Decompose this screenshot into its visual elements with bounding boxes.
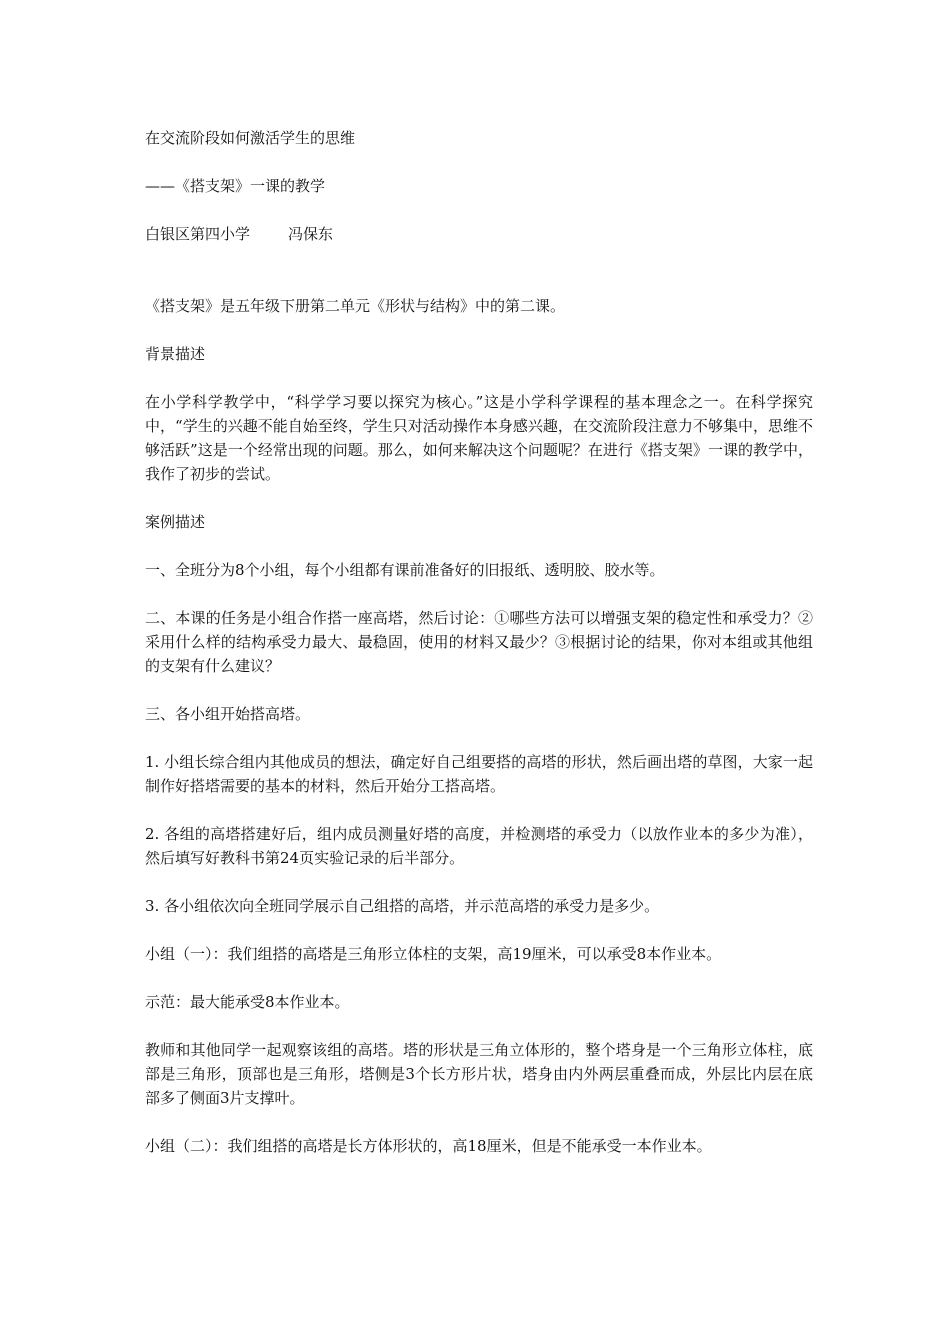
paragraph: 小组（一）：我们组搭的高塔是三角形立体柱的支架，高19厘米，可以承受8本作业本。 (145, 945, 722, 963)
paragraph: 3. 各小组依次向全班同学展示自己组搭的高塔，并示范高塔的承受力是多少。 (145, 897, 660, 915)
paragraph: 一、全班分为8个小组，每个小组都有课前准备好的旧报纸、透明胶、胶水等。 (145, 561, 665, 579)
author-school: 白银区第四小学 (145, 225, 251, 243)
paragraph: 《搭支架》是五年级下册第二单元《形状与结构》中的第二课。 (145, 297, 566, 315)
author-name: 冯保东 (288, 225, 334, 243)
paragraph: 1. 小组长综合组内其他成员的想法，确定好自己组要搭的高塔的形状，然后画出塔的草图，大家一起制作好搭塔需要的基本的材料，然后开始分工搭高塔。 (145, 753, 813, 795)
document-body (145, 126, 813, 1182)
paragraph: 教师和其他同学一起观察该组的高塔。塔的形状是三角立体形的，整个塔身是一个三角形立体柱，底部是三角形，顶部也是三角形，塔侧是3个长方形片状，塔身由内外两层重叠而成，外层比内层在底部多了侧面3片支撑叶。 (145, 1041, 813, 1107)
paragraph: 二、本课的任务是小组合作搭一座高塔，然后讨论：①哪些方法可以增强支架的稳定性和承受力？②采用什么样的结构承受力最大、最稳固，使用的材料又最少？③根据讨论的结果，你对本组或其他组的支架有什么建议？ (145, 609, 813, 675)
paragraph: 在小学科学教学中，“科学学习要以探究为核心。”这是小学科学课程的基本理念之一。在科学探究中，“学生的兴趣不能自始至终，学生只对活动操作本身感兴趣，在交流阶段注意力不够集中，思维不够活跃”这是一个经常出现的问题。那么，如何来解决这个问题呢？在进行《搭支架》一课的教学中，我作了初步的尝试。 (145, 393, 813, 483)
paragraph: 三、各小组开始搭高塔。 (145, 705, 311, 723)
paragraph: 小组（二）：我们组搭的高塔是长方体形状的，高18厘米，但是不能承受一本作业本。 (145, 1137, 712, 1155)
document-subtitle: ——《搭支架》一课的教学 (145, 177, 326, 195)
blank-line (145, 270, 813, 294)
paragraph: 2. 各组的高塔搭建好后，组内成员测量好塔的高度，并检测塔的承受力（以放作业本的多少为准），然后填写好教科书第24页实验记录的后半部分。 (145, 825, 813, 867)
section-heading-case: 案例描述 (145, 513, 206, 531)
section-heading-background: 背景描述 (145, 345, 206, 363)
document-title: 在交流阶段如何激活学生的思维 (145, 129, 356, 147)
paragraph: 示范：最大能承受8本作业本。 (145, 993, 350, 1011)
author-byline (145, 222, 813, 246)
